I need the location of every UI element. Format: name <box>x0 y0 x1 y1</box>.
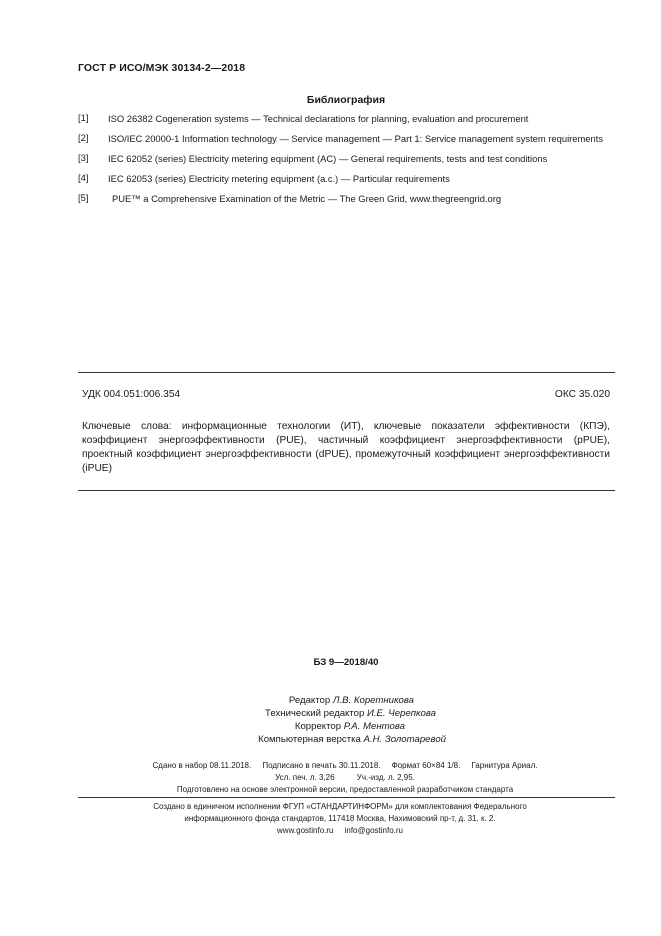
classification-row <box>82 389 610 400</box>
bibliography-item-text: ISO/IEC 20000-1 Information technology — Service management — Part 1: Service management system requirements <box>108 133 604 144</box>
document-header: ГОСТ Р ИСО/МЭК 30134-2—2018 <box>78 62 246 74</box>
bibliography-title: Библиография <box>306 94 386 106</box>
bibliography-item <box>78 192 618 205</box>
bibliography-item <box>78 112 618 125</box>
print-info-line: Подготовлено на основе электронной версии, предоставленной разработчиком стандарта <box>176 785 514 794</box>
print-info <box>120 760 570 796</box>
bibliography-item <box>78 172 618 185</box>
credit-name: Р.А. Ментова <box>343 721 405 732</box>
credit-line <box>200 720 500 733</box>
print-info-line: Усл. печ. л. 3,26 Уч.-изд. л. 2,95. <box>275 773 415 782</box>
publisher-line: www.gostinfo.ru info@gostinfo.ru <box>277 826 403 835</box>
bibliography-item-text: IEC 62052 (series) Electricity metering equipment (AC) — General requirements, tests and test conditions <box>108 153 548 164</box>
credits-block <box>200 694 500 746</box>
credit-name: Л.В. Коретникова <box>332 695 414 706</box>
bibliography-item-text: PUE™ a Comprehensive Examination of the Metric — The Green Grid, www.thegreengrid.org <box>112 193 502 204</box>
oks-code: ОКС 35.020 <box>554 389 610 400</box>
bibliography-item-text: ISO 26382 Cogeneration systems — Technical declarations for planning, evaluation and procurement <box>108 113 529 124</box>
credit-role: Редактор <box>288 695 331 706</box>
bibliography-item-text: IEC 62053 (series) Electricity metering equipment (a.c.) — Particular requirements <box>108 173 450 184</box>
credit-line <box>200 733 500 746</box>
divider-top <box>78 372 615 373</box>
divider-publisher <box>78 797 615 798</box>
credit-role: Корректор <box>294 721 342 732</box>
bibliography-item <box>78 132 618 145</box>
keywords-paragraph: Ключевые слова: информационные технологии (ИТ), ключевые показатели эффективности (КПЭ), коэффициент энергоэффективности (PUE), частичный коэффициент энергоэффективности (pPUE), проектный коэффициент энергоэффективности (dPUE), промежуточный коэффициент энергоэффективности (iPUE) <box>82 421 610 474</box>
bibliography-item-number: [1] <box>78 112 89 123</box>
print-info-line: Сдано в набор 08.11.2018. Подписано в печать 30.11.2018. Формат 60×84 1/8. Гарнитура Ариал. <box>152 761 538 770</box>
credit-line <box>200 694 500 707</box>
udc-code: УДК 004.051:006.354 <box>82 389 181 400</box>
publisher-info <box>100 801 580 837</box>
credit-role: Компьютерная верстка <box>258 734 361 745</box>
publisher-line: Создано в единичном исполнении ФГУП «СТАНДАРТИНФОРМ» для комплектования Федерального <box>153 802 527 811</box>
publisher-line: информационного фонда стандартов, 117418 Москва, Нахимовский пр-т, д. 31, к. 2. <box>184 814 496 823</box>
divider-bottom <box>78 490 615 491</box>
bibliography-item-number: [3] <box>78 152 89 163</box>
bibliography-item-number: [4] <box>78 172 89 183</box>
bibliography-item-number: [2] <box>78 132 89 143</box>
bibliography-item <box>78 152 618 165</box>
credit-name: И.Е. Черепкова <box>366 708 436 719</box>
bz-number: БЗ 9—2018/40 <box>313 657 379 668</box>
credit-name: А.Н. Золотаревой <box>363 734 446 745</box>
bibliography-item-number: [5] <box>78 192 89 203</box>
bibliography-list <box>78 112 618 205</box>
credit-role: Технический редактор <box>265 708 365 719</box>
credit-line <box>200 707 500 720</box>
